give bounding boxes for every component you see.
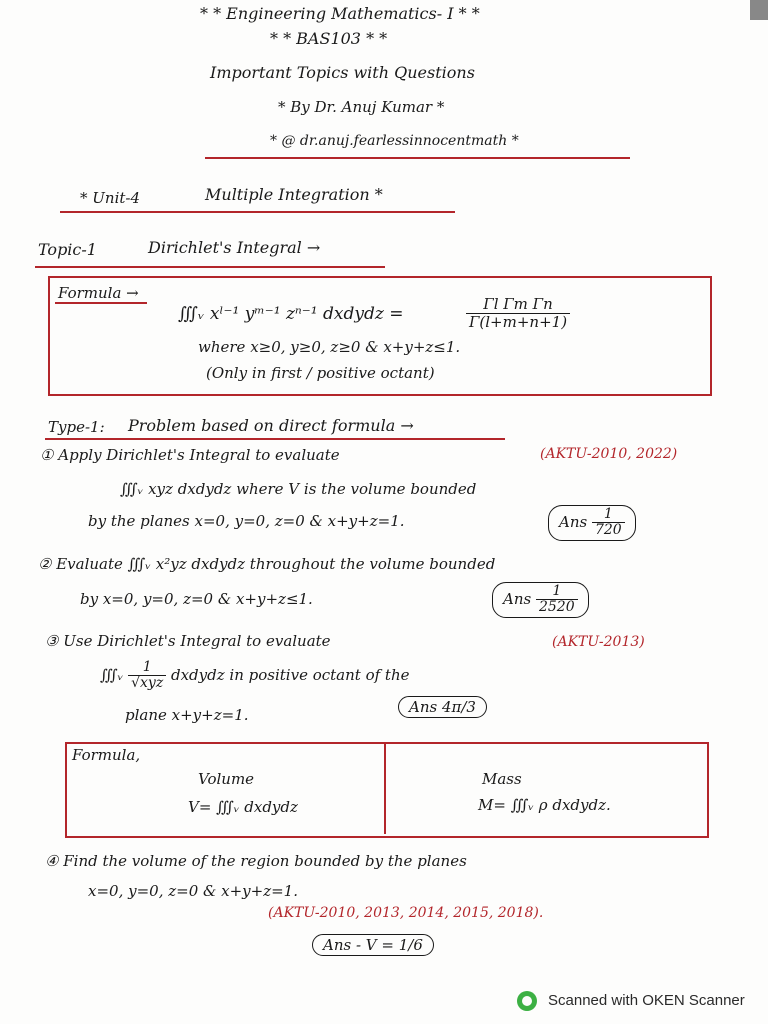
q3-integral-sign: ∭ᵥ: [100, 665, 124, 684]
dirichlet-integral: ∭ᵥ xˡ⁻¹ yᵐ⁻¹ zⁿ⁻¹ dxdydz =: [178, 304, 404, 324]
header-underline: [205, 157, 630, 159]
q4-number: ④: [45, 852, 59, 870]
q1-line-3: by the planes x=0, y=0, z=0 & x+y+z=1.: [88, 512, 405, 530]
q3-answer: Ans 4π/3: [398, 696, 487, 718]
volume-formula: V= ∭ᵥ dxdydz: [188, 798, 298, 816]
q3-line-3: plane x+y+z=1.: [125, 706, 249, 724]
dirichlet-fraction: [466, 296, 570, 330]
volume-title: Volume: [198, 770, 255, 788]
type-underline: [45, 438, 505, 440]
q2-answer-denominator: 2520: [538, 599, 575, 616]
mass-formula: M= ∭ᵥ ρ dxdydz.: [478, 796, 611, 814]
q4-reference: (AKTU-2010, 2013, 2014, 2015, 2018).: [268, 905, 544, 921]
q1-answer-fraction: [592, 507, 625, 539]
dirichlet-numerator: Γl Γm Γn: [466, 296, 570, 314]
q3-text-1: [45, 632, 331, 650]
dirichlet-condition: where x≥0, y≥0, z≥0 & x+y+z≤1.: [198, 338, 461, 356]
q3-integrand-fraction: [128, 660, 166, 692]
q4-answer: Ans - V = 1/6: [312, 934, 434, 956]
scanner-watermark: Scanned with OKEN Scanner: [548, 992, 745, 1009]
formula-box-divider: [384, 744, 386, 834]
handle-line: * @ dr.anuj.fearlessinnocentmath *: [270, 133, 519, 149]
topic-title: Dirichlet's Integral →: [148, 238, 321, 257]
formula2-label: Formula,: [72, 746, 141, 764]
q3-integrand-denominator: √xyz: [131, 675, 164, 692]
formula-label: Formula →: [58, 284, 139, 302]
q2-text-1: [38, 555, 495, 573]
doc-subtitle: Important Topics with Questions: [210, 63, 475, 82]
q4-line-2: x=0, y=0, z=0 & x+y+z=1.: [88, 882, 298, 900]
q2-answer-fraction: [536, 584, 578, 616]
page-corner-mark: [750, 0, 768, 20]
volume-mass-formula-box: [65, 742, 709, 838]
q1-number: ①: [40, 446, 54, 464]
topic-label: Topic-1: [38, 240, 97, 259]
course-code: * * BAS103 * *: [270, 29, 388, 48]
octant-note: (Only in first / positive octant): [206, 364, 435, 382]
q3-line-2: [100, 660, 409, 692]
formula-label-underline: [55, 302, 147, 304]
q3-reference: (AKTU-2013): [552, 634, 645, 650]
dirichlet-denominator: Γ(l+m+n+1): [469, 312, 568, 331]
oken-scanner-logo-icon: [517, 991, 537, 1011]
q3-number: ③: [45, 632, 59, 650]
type-title: Problem based on direct formula →: [128, 416, 414, 435]
type-label: Type-1:: [48, 418, 105, 436]
q2-answer-numerator: 1: [536, 584, 578, 600]
unit-underline: [60, 211, 455, 213]
unit-title: Multiple Integration *: [205, 185, 383, 204]
q2-line-2: by x=0, y=0, z=0 & x+y+z≤1.: [80, 590, 313, 608]
q3-line-1: Use Dirichlet's Integral to evaluate: [63, 632, 331, 650]
q3-integrand-numerator: 1: [128, 660, 166, 676]
author-line: * By Dr. Anuj Kumar *: [278, 98, 445, 116]
q1-reference: (AKTU-2010, 2022): [540, 446, 678, 462]
q1-line-1: Apply Dirichlet's Integral to evaluate: [58, 446, 340, 464]
mass-title: Mass: [482, 770, 522, 788]
q1-answer-label: Ans: [559, 512, 588, 531]
q1-text-1: [40, 446, 340, 464]
q4-text-1: [45, 852, 467, 870]
q1-line-2: ∭ᵥ xyz dxdydz where V is the volume bounded: [120, 480, 477, 498]
q2-line-1: Evaluate ∭ᵥ x²yz dxdydz throughout the volume bounded: [56, 555, 496, 573]
q2-number: ②: [38, 555, 52, 573]
q1-answer: [548, 505, 636, 541]
q3-line-2-rest: dxdydz in positive octant of the: [171, 665, 410, 684]
q1-answer-numerator: 1: [592, 507, 625, 523]
q2-answer: [492, 582, 589, 618]
q2-answer-label: Ans: [503, 589, 532, 608]
topic-underline: [35, 266, 385, 268]
unit-label: * Unit-4: [80, 189, 141, 207]
doc-title: * * Engineering Mathematics- I * *: [200, 4, 480, 23]
dirichlet-result: [466, 296, 570, 330]
q1-answer-denominator: 720: [594, 522, 622, 539]
q4-line-1: Find the volume of the region bounded by the planes: [63, 852, 467, 870]
